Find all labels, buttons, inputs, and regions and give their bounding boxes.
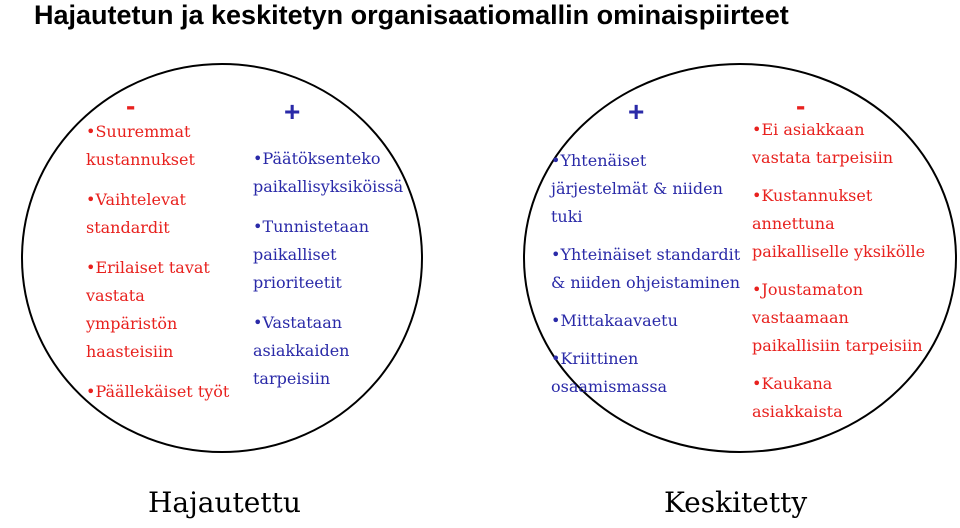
list-item: •Kaukana asiakkaista xyxy=(752,374,843,421)
list-item: •Vaihtelevat standardit xyxy=(86,190,186,237)
list-item: •Päällekäiset työt xyxy=(86,382,230,401)
list-item: •Vastataan asiakkaiden tarpeisiin xyxy=(253,313,350,388)
left-minus-list xyxy=(86,118,229,406)
list-item: •Tunnistetaan paikalliset prioriteetit xyxy=(253,217,370,292)
left-minus-sign: - xyxy=(126,90,136,121)
right-plus-list xyxy=(551,147,740,401)
left-circle-label: Hajautettu xyxy=(148,486,301,519)
list-item: •Ei asiakkaan vastata tarpeisiin xyxy=(752,120,894,167)
list-item: •Suuremmat kustannukset xyxy=(86,122,195,169)
right-circle-label: Keskitetty xyxy=(664,486,808,519)
list-item: •Yhteinäiset standardit & niiden ohjeistaminen xyxy=(551,245,741,292)
list-item: •Joustamaton vastaamaan paikallisiin tarpeisiin xyxy=(752,280,923,355)
list-item: •Yhtenäiset järjestelmät & niiden tuki xyxy=(551,151,723,226)
list-item: •Mittakaavaetu xyxy=(551,311,678,330)
left-plus-list xyxy=(253,145,403,393)
right-minus-list xyxy=(752,116,925,426)
page-title: Hajautetun ja keskitetyn organisaatiomallin ominaispiirteet xyxy=(34,0,789,30)
right-plus-sign: + xyxy=(628,96,645,127)
list-item: •Erilaiset tavat vastata ympäristön haasteisiin xyxy=(86,258,210,361)
right-minus-sign: - xyxy=(796,90,806,121)
left-plus-sign: + xyxy=(284,96,301,127)
list-item: •Päätöksenteko paikallisyksiköissä xyxy=(253,149,404,196)
list-item: •Kustannukset annettuna paikalliselle yksikölle xyxy=(752,186,926,261)
list-item: •Kriittinen osaamismassa xyxy=(551,349,668,396)
